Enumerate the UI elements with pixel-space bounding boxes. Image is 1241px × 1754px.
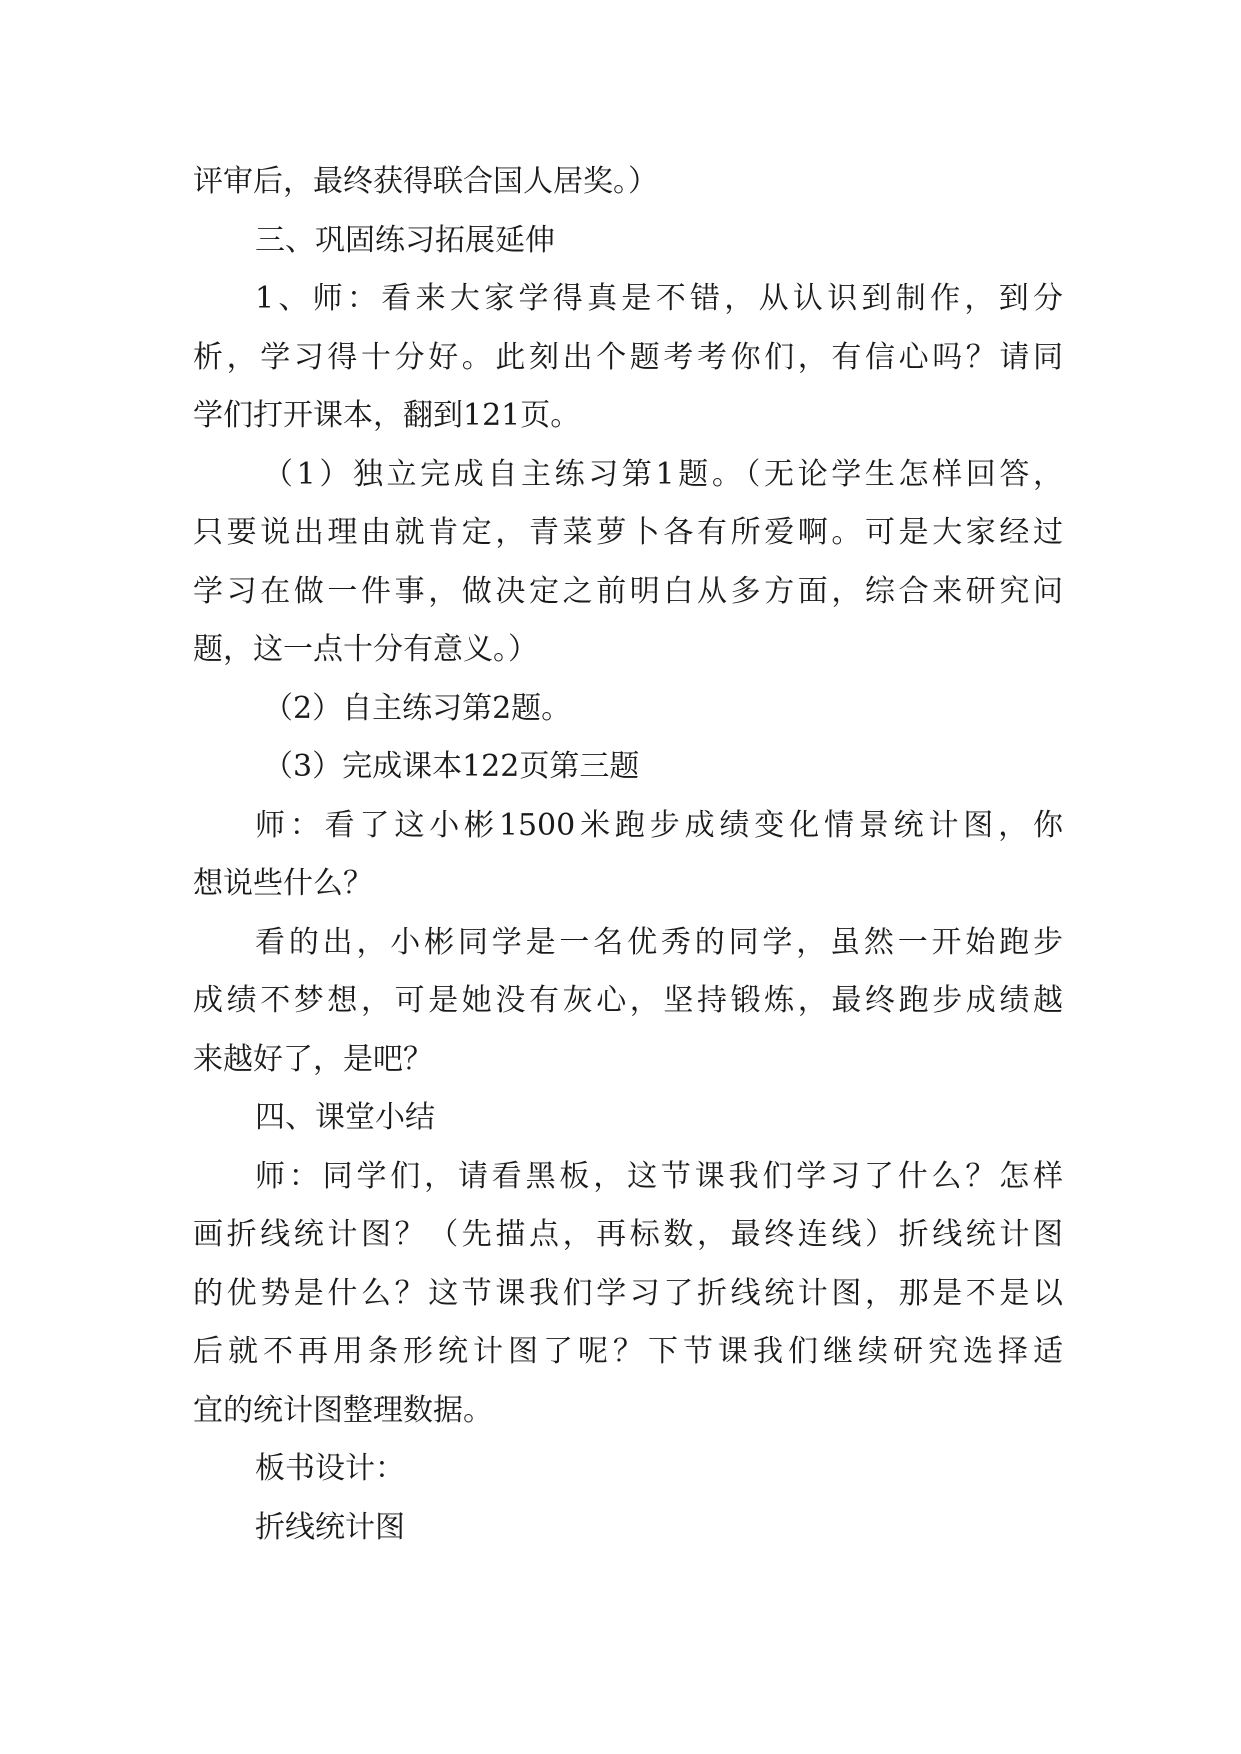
text-line: 板书设计： [255,1451,405,1486]
text-line: 看的出，小彬同学是一名优秀的同学，虽然一开始跑步 [255,924,1063,960]
text-line: 画折线统计图？（先描点，再标数，最终连线）折线统计图 [193,1217,1063,1252]
text-line: 1、师：看来大家学得真是不错，从认识到制作，到分 [255,281,1063,316]
text-line: （3）完成课本122页第三题 [263,749,640,784]
text-line: 师：看了这小彬1500米跑步成绩变化情景统计图，你 [255,807,1063,843]
text-line: 评审后，最终获得联合国人居奖。） [193,164,658,199]
text-line: 宜的统计图整理数据。 [193,1392,493,1428]
text-line: （1）独立完成自主练习第1题。（无论学生怎样回答， [263,456,1063,492]
section-heading: 三、巩固练习拓展延伸 [255,222,555,258]
text-line: 学习在做一件事，做决定之前明白从多方面，综合来研究问 [193,573,1063,609]
text-line: 学们打开课本，翻到121页。 [193,398,581,433]
text-line: 想说些什么？ [193,866,373,901]
text-line: 的优势是什么？这节课我们学习了折线统计图，那是不是以 [193,1275,1063,1311]
text-line: 后就不再用条形统计图了呢？下节课我们继续研究选择适 [193,1334,1063,1369]
document-body [193,153,1063,1557]
text-line: 成绩不梦想，可是她没有灰心，坚持锻炼，最终跑步成绩越 [193,983,1063,1018]
text-line: 来越好了，是吧？ [193,1041,433,1077]
text-line: 只要说出理由就肯定，青菜萝卜各有所爱啊。可是大家经过 [193,515,1063,550]
text-line: 析，学习得十分好。此刻出个题考考你们，有信心吗？请同 [193,339,1063,375]
text-line: 题，这一点十分有意义。） [193,632,538,667]
text-line: 师：同学们，请看黑板，这节课我们学习了什么？怎样 [255,1158,1063,1194]
text-line: （2）自主练习第2题。 [263,690,572,726]
section-heading: 四、课堂小结 [255,1100,435,1135]
text-line: 折线统计图 [255,1509,405,1545]
